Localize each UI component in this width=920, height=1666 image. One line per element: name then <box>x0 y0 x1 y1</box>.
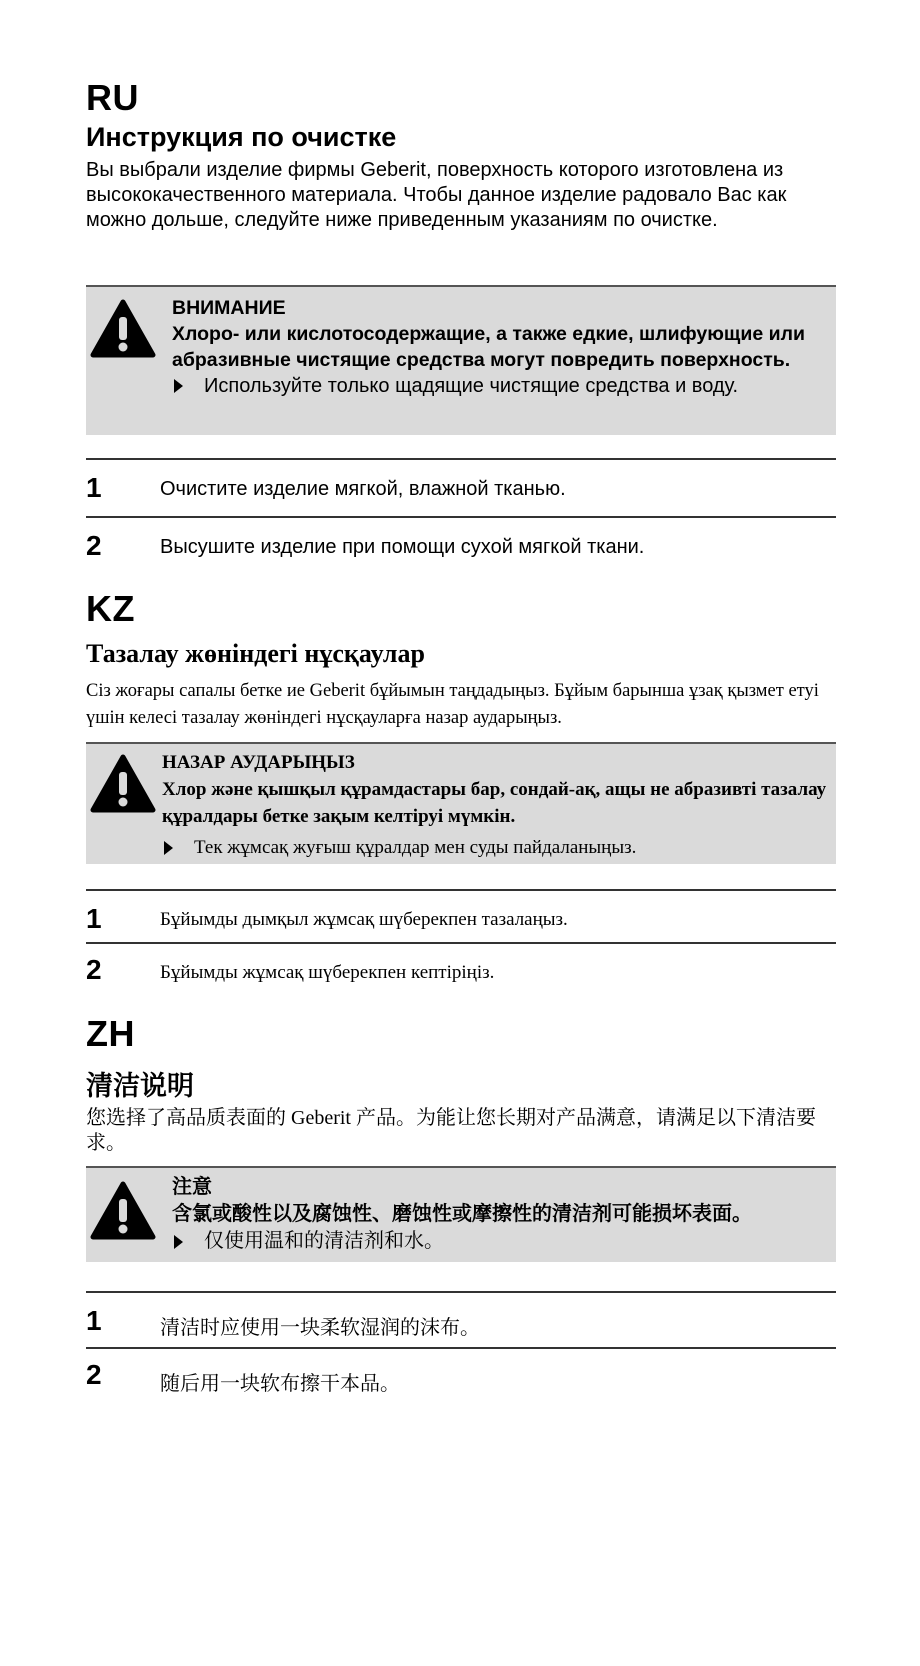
language-code: RU <box>86 77 139 118</box>
warning-body: Хлоро- или кислотосодержащие, а также едкие, шлифующие или абразивные чистящие средства могут повредить поверхность. <box>172 323 805 371</box>
step-text: Очистите изделие мягкой, влажной тканью. <box>160 478 566 500</box>
warning-triangle-icon <box>90 299 156 359</box>
step-item <box>86 942 836 998</box>
section-title: Тазалау жөніндегі нұсқаулар <box>86 639 425 668</box>
intro-paragraph: Сіз жоғары сапалы бетке ие Geberit бұйымын таңдадыңыз. Бұйым барынша ұзақ қызмет етуі үшін келесі тазалау жөніндегі нұсқауларға назар аударыңыз. <box>86 681 819 728</box>
step-text: Бұйымды дымқыл жұмсақ шүберекпен тазалаңыз. <box>160 909 568 930</box>
step-text: 清洁时应使用一块柔软湿润的沫布。 <box>160 1317 480 1339</box>
step-item <box>86 1291 836 1349</box>
section-title: Инструкция по очистке <box>86 122 397 152</box>
warning-body: Хлор және қышқыл құрамдастары бар, сондай-ақ, ащы не абразивті тазалау құралдары бетке зақым келтіруі мүмкін. <box>162 779 827 827</box>
intro-paragraph: 您选择了高品质表面的 Geberit 产品。为能让您长期对产品满意，请满足以下清洁要求。 <box>86 1107 816 1154</box>
step-number: 1 <box>86 1305 102 1336</box>
bullet-arrow-icon <box>164 841 173 855</box>
warning-heading: 注意 <box>172 1176 212 1198</box>
warning-heading: НАЗАР АУДАРЫҢЫЗ <box>162 752 355 773</box>
step-number: 2 <box>86 530 102 561</box>
intro-paragraph: Вы выбрали изделие фирмы Geberit, поверхность которого изготовлена из высококачественного материала. Чтобы данное изделие радовало Вас как можно дольше, следуйте ниже приведенным указаниям по очистке. <box>86 159 787 231</box>
warning-body: 含氯或酸性以及腐蚀性、磨蚀性或摩擦性的清洁剂可能损坏表面。 <box>172 1203 752 1225</box>
step-text: Бұйымды жұмсақ шүберекпен кептіріңіз. <box>160 962 495 983</box>
warning-box <box>86 742 836 864</box>
warning-action <box>172 1228 828 1255</box>
step-item <box>86 889 836 944</box>
bullet-arrow-icon <box>174 1235 183 1249</box>
warning-triangle-icon <box>90 1181 156 1241</box>
warning-action-text: 仅使用温和的清洁剂和水。 <box>204 1230 444 1252</box>
warning-triangle-icon <box>90 754 156 814</box>
language-code: ZH <box>86 1013 135 1054</box>
step-number: 1 <box>86 903 102 934</box>
warning-box <box>86 285 836 435</box>
section-title: 清洁说明 <box>86 1071 194 1101</box>
warning-box <box>86 1166 836 1262</box>
warning-action-text: Тек жұмсақ жуғыш құралдар мен суды пайдаланыңыз. <box>194 837 637 858</box>
warning-action <box>162 834 828 861</box>
step-number: 2 <box>86 1359 102 1390</box>
step-number: 1 <box>86 472 102 503</box>
bullet-arrow-icon <box>174 379 183 393</box>
warning-action <box>172 373 828 399</box>
warning-heading: ВНИМАНИЕ <box>172 297 286 319</box>
step-item <box>86 516 836 576</box>
step-item <box>86 1347 836 1405</box>
step-text: 随后用一块软布擦干本品。 <box>160 1373 400 1395</box>
warning-action-text: Используйте только щадящие чистящие средства и воду. <box>204 375 739 397</box>
language-code: KZ <box>86 588 135 629</box>
step-number: 2 <box>86 954 102 985</box>
step-item <box>86 458 836 518</box>
step-text: Высушите изделие при помощи сухой мягкой ткани. <box>160 536 645 558</box>
